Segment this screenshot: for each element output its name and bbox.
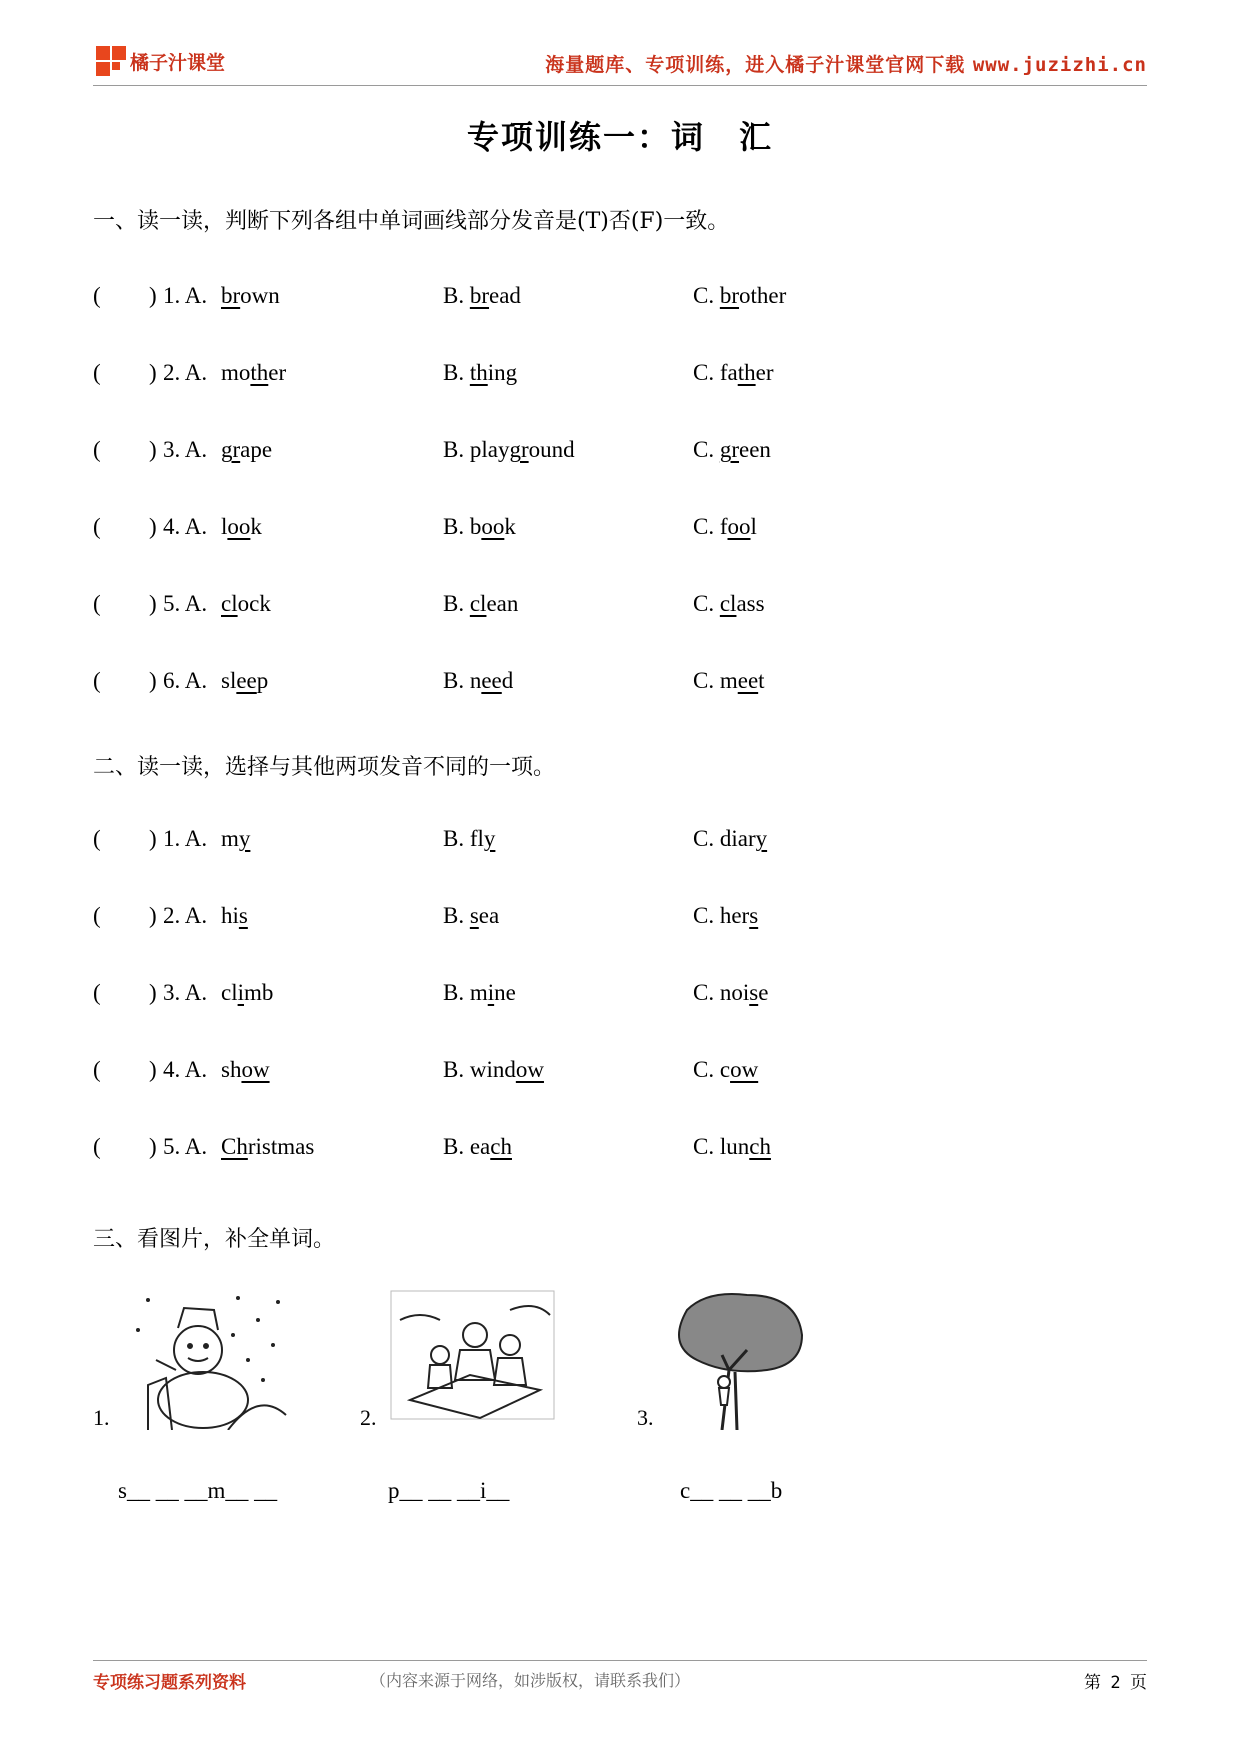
word-part: ristmas <box>247 1134 315 1159</box>
answer-paren-close: ) <box>149 826 157 851</box>
word-part: er <box>755 360 774 385</box>
tagline-text: 海量题库、专项训练，进入橘子汁课堂官网下载 <box>545 54 966 76</box>
logo-text: 橘子汁课堂 <box>130 51 226 74</box>
word-part: C. <box>693 437 720 462</box>
option-a <box>221 1057 270 1083</box>
underlined-part: br <box>719 283 740 308</box>
word-part: d <box>501 668 514 693</box>
picture-number: 3. <box>637 1405 654 1430</box>
question-number: 1. A. <box>163 283 208 308</box>
word-part: B. <box>443 903 470 928</box>
word-part: B. <box>443 591 470 616</box>
word-part: C. her <box>693 903 750 928</box>
question-row <box>93 1134 1093 1164</box>
word-part: C. <box>693 283 720 308</box>
underlined-part: ow <box>730 1057 759 1082</box>
word-part: l <box>221 514 228 539</box>
word-part: ne <box>494 980 516 1005</box>
underlined-part: cl <box>469 591 487 616</box>
page-number: 第 2 页 <box>1083 1673 1147 1693</box>
page-title: 专项训练一：词 汇 <box>466 118 773 156</box>
option-b <box>443 980 516 1006</box>
underlined-part: ee <box>236 668 257 693</box>
word-part: C. m <box>693 668 738 693</box>
word-part: C. lun <box>693 1134 750 1159</box>
question-number: 5. A. <box>163 1134 208 1159</box>
underlined-part: th <box>737 360 756 385</box>
answer-paren-close: ) <box>149 1057 157 1082</box>
question-row <box>93 283 1093 313</box>
question-row <box>93 437 1093 467</box>
underlined-part: ow <box>241 1057 270 1082</box>
option-c <box>693 437 771 463</box>
underlined-part: cl <box>221 591 238 616</box>
question-row <box>93 668 1093 698</box>
word-part: C. diar <box>693 826 756 851</box>
option-c <box>693 1057 758 1083</box>
underlined-part: br <box>221 283 241 308</box>
answer-paren-open[interactable]: ( <box>93 591 101 616</box>
word-part: ound <box>528 437 575 462</box>
question-number: 6. A. <box>163 668 208 693</box>
snowman-picture <box>93 1290 293 1440</box>
underlined-part: y <box>755 826 768 851</box>
option-a <box>221 826 250 852</box>
answer-paren-open[interactable]: ( <box>93 283 101 308</box>
word-part: C. c <box>693 1057 731 1082</box>
underlined-part: oo <box>227 514 251 539</box>
option-a <box>221 980 273 1006</box>
option-a <box>221 903 248 929</box>
option-b <box>443 437 575 463</box>
underlined-part: s <box>469 903 479 928</box>
section1-heading: 一、读一读，判断下列各组中单词画线部分发音是(T)否(F)一致。 <box>93 209 730 234</box>
picnic-icon <box>390 1290 555 1420</box>
underlined-part: s <box>749 903 759 928</box>
underlined-part: y <box>483 826 496 851</box>
question-number: 4. A. <box>163 514 208 539</box>
option-a <box>221 437 272 463</box>
word-part: k <box>504 514 516 539</box>
answer-paren-open[interactable]: ( <box>93 826 101 851</box>
word-part: sh <box>221 1057 242 1082</box>
word-part: B. b <box>443 514 482 539</box>
answer-paren-close: ) <box>149 668 157 693</box>
word-part: ass <box>736 591 765 616</box>
option-a <box>221 514 262 540</box>
picture-number: 2. <box>360 1405 377 1430</box>
answer-paren-open[interactable]: ( <box>93 360 101 385</box>
word-part: C. noi <box>693 980 750 1005</box>
climb-tree-picture <box>637 1290 837 1440</box>
footer-series: 专项练习题系列资料 <box>93 1673 246 1693</box>
word-part: ean <box>486 591 519 616</box>
underlined-part: oo <box>727 514 751 539</box>
word-part: mb <box>244 980 274 1005</box>
underlined-part: gr <box>719 437 740 462</box>
word-part: er <box>268 360 287 385</box>
word-part: e <box>758 980 769 1005</box>
header-divider <box>93 85 1147 86</box>
word-part: ing <box>487 360 518 385</box>
underlined-part: gr <box>221 437 241 462</box>
option-a <box>221 1134 314 1160</box>
word-part: ead <box>489 283 521 308</box>
question-row <box>93 903 1093 933</box>
word-part: sl <box>221 668 237 693</box>
word-part: B. fl <box>443 826 484 851</box>
word-part: ock <box>237 591 271 616</box>
option-c <box>693 668 765 694</box>
word-part: ape <box>240 437 273 462</box>
underlined-part: Ch <box>221 1134 248 1159</box>
option-b <box>443 903 499 929</box>
answer-paren-close: ) <box>149 283 157 308</box>
underlined-part: oo <box>481 514 505 539</box>
question-number: 2. A. <box>163 360 208 385</box>
option-c <box>693 980 768 1006</box>
word-blank-1[interactable]: s__ __ __m__ __ <box>118 1478 278 1503</box>
option-b <box>443 1134 512 1160</box>
word-part: k <box>250 514 262 539</box>
option-c <box>693 1134 771 1160</box>
answer-paren-open[interactable]: ( <box>93 668 101 693</box>
site-url[interactable]: www.juzizhi.cn <box>972 54 1147 76</box>
question-number: 1. A. <box>163 826 208 851</box>
logo-icon <box>96 46 126 76</box>
section2-heading: 二、读一读，选择与其他两项发音不同的一项。 <box>93 755 556 780</box>
word-part: B. <box>443 360 470 385</box>
question-number: 3. A. <box>163 437 208 462</box>
picture-number: 1. <box>93 1405 110 1430</box>
question-row <box>93 826 1093 856</box>
underlined-part: ch <box>749 1134 771 1159</box>
option-a <box>221 591 271 617</box>
brand-logo <box>96 46 225 76</box>
option-b <box>443 826 495 852</box>
option-a <box>221 360 286 386</box>
answer-paren-open[interactable]: ( <box>93 903 101 928</box>
word-part: t <box>758 668 765 693</box>
question-row <box>93 514 1093 544</box>
option-b <box>443 360 517 386</box>
word-part: B. play <box>443 437 510 462</box>
section3-heading: 三、看图片，补全单词。 <box>93 1227 336 1252</box>
answer-paren-close: ) <box>149 591 157 616</box>
picnic-picture <box>360 1290 560 1440</box>
question-number: 3. A. <box>163 980 208 1005</box>
word-part: cl <box>221 980 238 1005</box>
underlined-part: s <box>238 903 248 928</box>
answer-paren-close: ) <box>149 903 157 928</box>
question-number: 2. A. <box>163 903 208 928</box>
answer-paren-open[interactable]: ( <box>93 1057 101 1082</box>
word-part: ea <box>478 903 500 928</box>
underlined-part: ch <box>490 1134 512 1159</box>
word-blank-3[interactable]: c__ __ __b <box>680 1478 783 1503</box>
word-part: B. n <box>443 668 482 693</box>
word-part: p <box>256 668 269 693</box>
underlined-part: th <box>250 360 269 385</box>
underlined-part: i <box>487 980 495 1005</box>
word-part: B. ea <box>443 1134 491 1159</box>
word-part: l <box>750 514 757 539</box>
underlined-part: cl <box>719 591 737 616</box>
option-b <box>443 1057 544 1083</box>
word-part: een <box>739 437 771 462</box>
option-a <box>221 668 268 694</box>
question-row <box>93 360 1093 390</box>
answer-paren-open[interactable]: ( <box>93 1134 101 1159</box>
word-part: m <box>221 826 239 851</box>
word-blank-2[interactable]: p__ __ __i__ <box>388 1478 510 1503</box>
option-b <box>443 514 516 540</box>
underlined-part: y <box>238 826 251 851</box>
underlined-part: gr <box>509 437 529 462</box>
option-c <box>693 360 773 386</box>
word-part: B. m <box>443 980 488 1005</box>
word-part: C. <box>693 591 720 616</box>
underlined-part: ee <box>737 668 759 693</box>
answer-paren-close: ) <box>149 437 157 462</box>
answer-paren-open[interactable]: ( <box>93 437 101 462</box>
underlined-part: s <box>749 980 759 1005</box>
word-part: C. fa <box>693 360 738 385</box>
word-part: C. f <box>693 514 728 539</box>
underlined-part: ow <box>515 1057 544 1082</box>
answer-paren-close: ) <box>149 1134 157 1159</box>
word-part: hi <box>221 903 239 928</box>
footer-copyright: （内容来源于网络，如涉版权，请联系我们） <box>370 1671 691 1690</box>
header-tagline <box>545 50 1147 77</box>
question-number: 4. A. <box>163 1057 208 1082</box>
answer-paren-close: ) <box>149 514 157 539</box>
underlined-part: i <box>237 980 244 1005</box>
option-a <box>221 283 280 309</box>
option-c <box>693 826 767 852</box>
option-c <box>693 591 765 617</box>
answer-paren-open[interactable]: ( <box>93 980 101 1005</box>
question-number: 5. A. <box>163 591 208 616</box>
underlined-part: br <box>469 283 490 308</box>
underlined-part: th <box>469 360 488 385</box>
tree-icon <box>667 1290 807 1430</box>
question-row <box>93 1057 1093 1087</box>
answer-paren-open[interactable]: ( <box>93 514 101 539</box>
question-row <box>93 591 1093 621</box>
option-b <box>443 283 521 309</box>
word-part: own <box>240 283 280 308</box>
option-b <box>443 668 513 694</box>
snowman-icon <box>128 1290 288 1430</box>
word-part: mo <box>221 360 251 385</box>
option-c <box>693 514 757 540</box>
answer-paren-close: ) <box>149 980 157 1005</box>
word-part: B. <box>443 283 470 308</box>
word-part: B. wind <box>443 1057 516 1082</box>
option-c <box>693 283 786 309</box>
footer-divider <box>93 1660 1147 1661</box>
word-part: other <box>739 283 787 308</box>
question-row <box>93 980 1093 1010</box>
option-b <box>443 591 518 617</box>
option-c <box>693 903 758 929</box>
answer-paren-close: ) <box>149 360 157 385</box>
underlined-part: ee <box>481 668 502 693</box>
